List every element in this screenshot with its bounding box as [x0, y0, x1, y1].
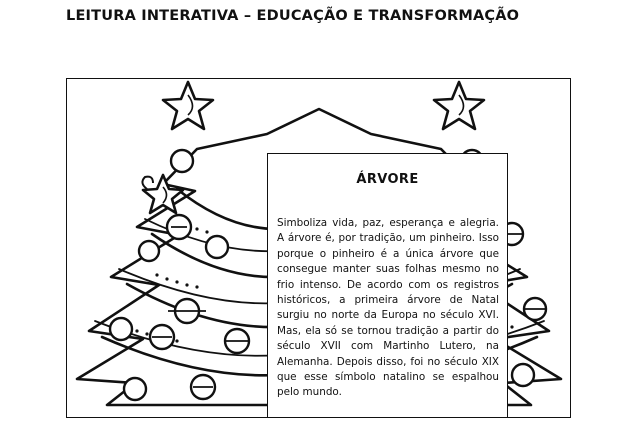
page-title: LEITURA INTERATIVA – EDUCAÇÃO E TRANSFORMAÇÃO	[66, 8, 520, 24]
bauble	[171, 150, 193, 172]
card-body-text: Simboliza vida, paz, esperança e alegria. A árvore é, por tradição, um pinheiro. Isso porque o pinheiro é a única árvore que consegue manter suas folhas mesmo no frio intenso. De acordo com os registros históricos, a primeira árvore de Natal surgiu no norte da Europa no século XVI. Mas, ela só se tornou tradição a partir do século XVII com Martinho Lutero, na Alemanha. Depois disso, foi no século XIX que esse símbolo natalino se espalhou pelo mundo.	[277, 217, 499, 399]
bauble	[110, 318, 132, 340]
star-top	[163, 82, 213, 129]
bauble	[124, 378, 146, 400]
bauble	[139, 241, 159, 261]
text-card	[267, 153, 508, 418]
bauble	[512, 364, 534, 386]
card-title: ÁRVORE	[356, 172, 419, 187]
illustration-frame	[66, 78, 571, 418]
bauble	[206, 236, 228, 258]
star-right	[434, 82, 484, 129]
